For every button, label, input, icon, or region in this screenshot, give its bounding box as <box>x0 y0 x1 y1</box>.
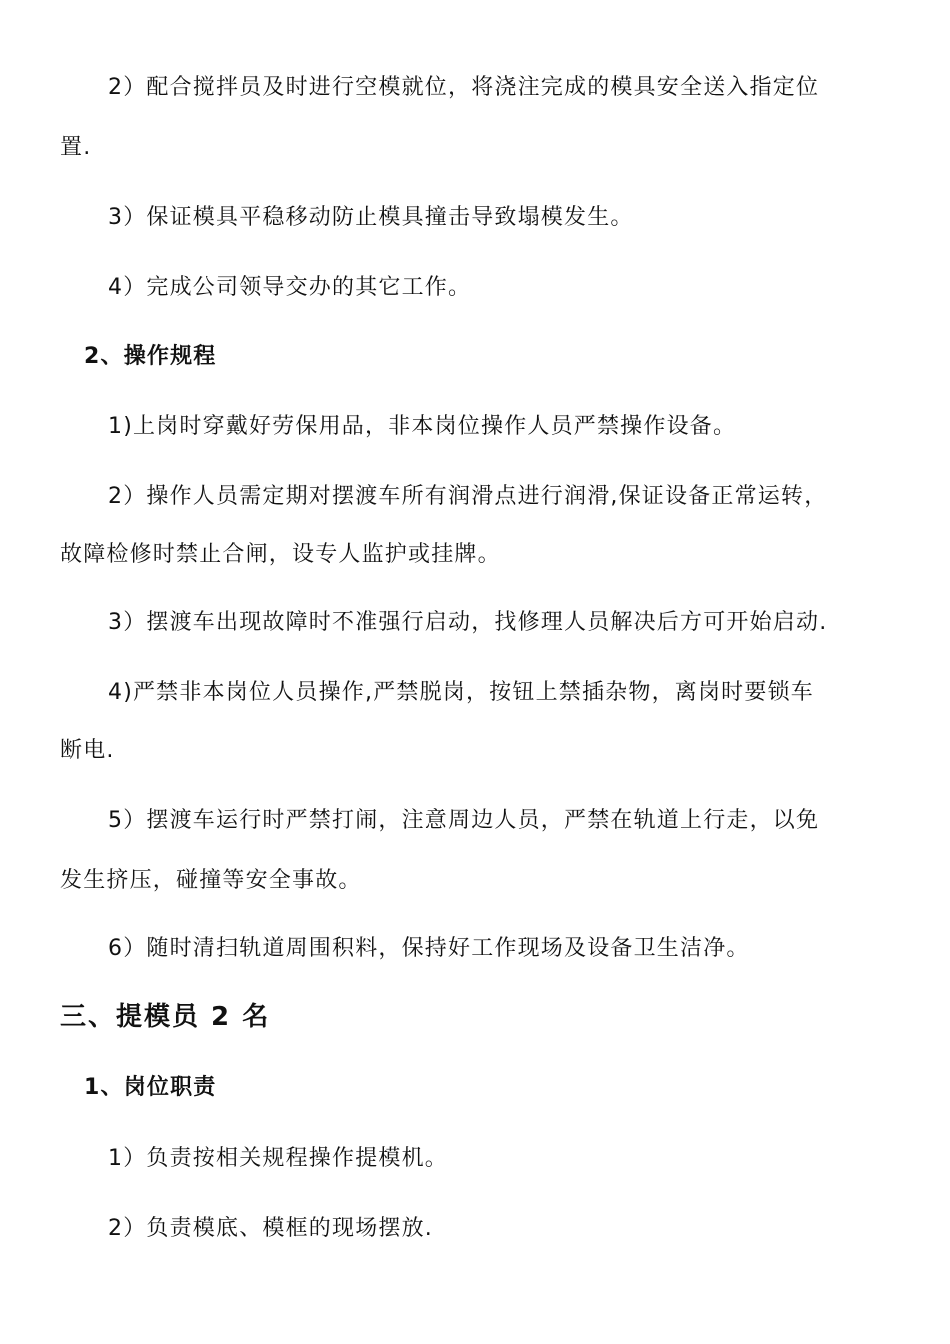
paragraph-line: 3）摆渡车出现故障时不准强行启动，找修理人员解决后方可开始启动. <box>108 610 828 635</box>
subsection-heading: 1、岗位职责 <box>84 1075 217 1100</box>
paragraph-line: 置. <box>60 135 92 160</box>
paragraph-line: 4)严禁非本岗位人员操作,严禁脱岗，按钮上禁插杂物，离岗时要锁车 <box>108 680 814 705</box>
paragraph-line: 5）摆渡车运行时严禁打闹，注意周边人员，严禁在轨道上行走，以免 <box>108 808 820 833</box>
paragraph-line: 6）随时清扫轨道周围积料，保持好工作现场及设备卫生洁净。 <box>108 936 750 961</box>
paragraph-line: 4）完成公司领导交办的其它工作。 <box>108 275 472 300</box>
paragraph-line: 断电. <box>60 738 115 763</box>
paragraph-line: 3）保证模具平稳移动防止模具撞击导致塌模发生。 <box>108 205 634 230</box>
paragraph-line: 故障检修时禁止合闸，设专人监护或挂牌。 <box>60 542 501 567</box>
paragraph-line: 2）操作人员需定期对摆渡车所有润滑点进行润滑,保证设备正常运转， <box>108 484 828 509</box>
paragraph-line: 2）负责模底、模框的现场摆放. <box>108 1216 433 1241</box>
paragraph-line: 1)上岗时穿戴好劳保用品，非本岗位操作人员严禁操作设备。 <box>108 414 737 439</box>
paragraph-line: 1）负责按相关规程操作提模机。 <box>108 1146 448 1171</box>
subsection-heading: 2、操作规程 <box>84 344 217 369</box>
paragraph-line: 发生挤压，碰撞等安全事故。 <box>60 868 362 893</box>
paragraph-line: 2）配合搅拌员及时进行空模就位，将浇注完成的模具安全送入指定位 <box>108 75 820 100</box>
section-heading: 三、提模员 2 名 <box>60 1002 271 1032</box>
